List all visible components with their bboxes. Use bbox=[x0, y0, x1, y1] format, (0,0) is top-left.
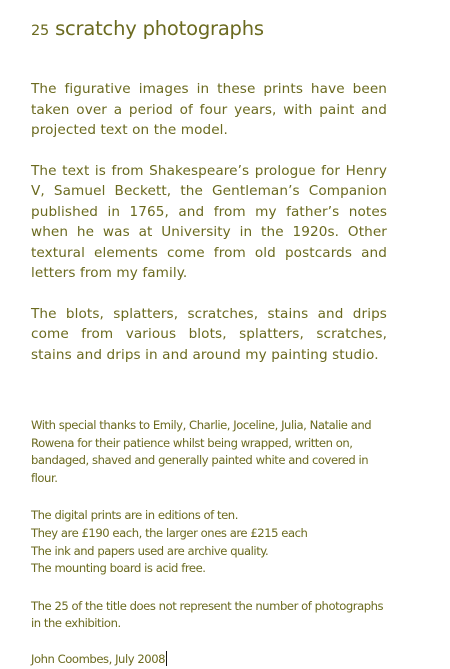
intro-paragraph-text-sources: The text is from Shakespeare’s prologue for Henry V, Samuel Beckett, the Gentleman’s Companion published in 1765, and from my father’s notes when he was at University in the 1920s. Other textural elements come from old postcards and letters from my family. bbox=[31, 162, 387, 281]
title-text: scratchy photographs bbox=[55, 17, 264, 40]
thanks-note: With special thanks to Emily, Charlie, Joceline, Julia, Natalie and Rowena for their patience whilst being wrapped, written on, bandaged, shaved and generally painted white and covered in flour. bbox=[31, 418, 372, 485]
print-info-line: The digital prints are in editions of ten. bbox=[31, 508, 238, 523]
print-info-line: They are £190 each, the larger ones are £215 each bbox=[31, 525, 308, 540]
signature-line[interactable] bbox=[31, 651, 387, 669]
title-number-note: The 25 of the title does not represent the number of photographs in the exhibition. bbox=[31, 598, 384, 631]
signature-text: John Coombes, July 2008 bbox=[31, 651, 166, 666]
title-number: 25 bbox=[31, 23, 50, 39]
print-info-line: The mounting board is acid free. bbox=[31, 561, 206, 576]
print-info-line: The ink and papers used are archive quality. bbox=[31, 543, 269, 558]
print-info bbox=[31, 507, 387, 577]
document-page bbox=[31, 16, 387, 669]
page-title bbox=[31, 16, 387, 44]
text-cursor bbox=[166, 651, 167, 666]
intro-paragraph-images: The figurative images in these prints have been taken over a period of four years, with paint and projected text on the model. bbox=[31, 81, 387, 138]
intro-paragraph-blots: The blots, splatters, scratches, stains and drips come from various blots, splatters, scratches, stains and drips in and around my painting studio. bbox=[31, 305, 387, 363]
